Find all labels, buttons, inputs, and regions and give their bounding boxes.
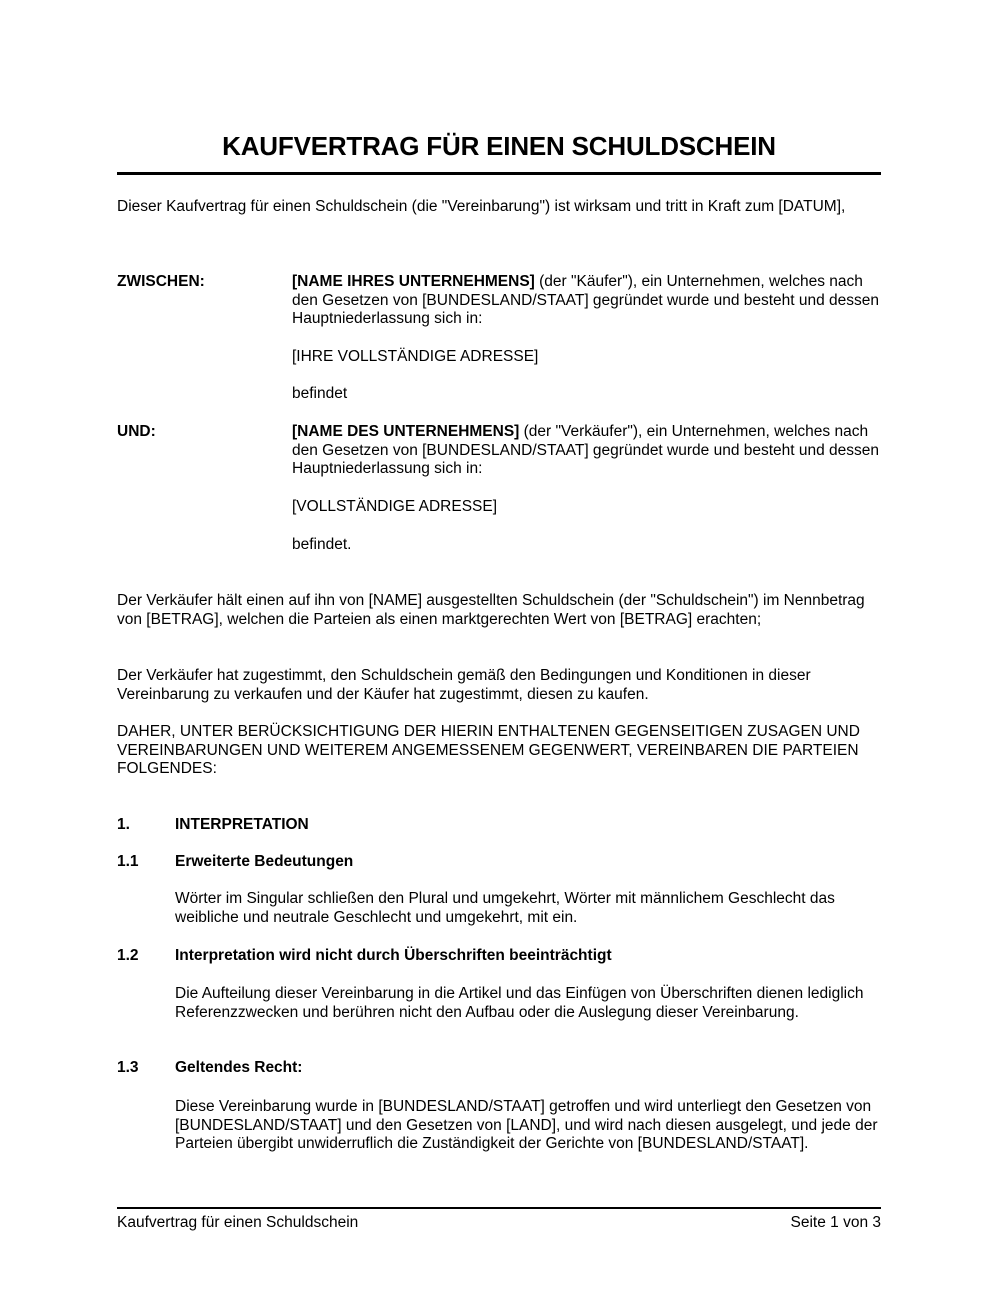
party-closing-buyer: befindet [292, 385, 348, 402]
party-name-buyer: [NAME IHRES UNTERNEHMENS] [292, 273, 535, 290]
subsection-title: Interpretation wird nicht durch Überschriften beeinträchtigt [175, 947, 612, 964]
party-label-buyer: ZWISCHEN: [117, 273, 205, 290]
section-number: 1. [117, 816, 130, 833]
subsection-body: Diese Vereinbarung wurde in [BUNDESLAND/STAAT] getroffen und wird unterliegt den Gesetzen von [BUNDESLAND/STAAT] und den Gesetzen von [LAND], und wird nach diesen ausgelegt, und jede der Parteien übergibt unwiderruflich die Zuständigkeit der Gerichte von [BUNDESLAND/STAAT]. [175, 1098, 878, 1152]
party-description-buyer [292, 273, 882, 329]
subsection-body: Wörter im Singular schließen den Plural und umgekehrt, Wörter mit männlichem Geschlecht das weibliche und neutrale Geschlecht und umgekehrt, mit ein. [175, 890, 835, 926]
section-title: INTERPRETATION [175, 816, 309, 833]
party-address-seller: [VOLLSTÄNDIGE ADRESSE] [292, 498, 498, 515]
recital-paragraph: DAHER, UNTER BERÜCKSICHTIGUNG DER HIERIN ENTHALTENEN GEGENSEITIGEN ZUSAGEN UND VEREINBARUNGEN UND WEITEREM ANGEMESSENEM GEGENWERT, VEREINBAREN DIE PARTEIEN FOLGENDES: [117, 723, 860, 777]
party-closing-seller: befindet. [292, 536, 352, 553]
subsection-title: Geltendes Recht: [175, 1059, 303, 1076]
party-block-seller [292, 423, 882, 479]
party-label-seller: UND: [117, 423, 156, 440]
party-address-buyer: [IHRE VOLLSTÄNDIGE ADRESSE] [292, 348, 539, 365]
subsection-body: Die Aufteilung dieser Vereinbarung in die Artikel und das Einfügen von Überschriften dienen lediglich Referenzzwecken und berühren nicht den Aufbau oder die Auslegung dieser Vereinbarung. [175, 985, 864, 1021]
footer-page-number: Seite 1 von 3 [790, 1214, 881, 1231]
recital-paragraph: Der Verkäufer hat zugestimmt, den Schuldschein gemäß den Bedingungen und Konditionen in dieser Vereinbarung zu verkaufen und der Käufer hat zugestimmt, diesen zu kaufen. [117, 667, 811, 703]
party-description-seller [292, 423, 882, 479]
footer-document-name: Kaufvertrag für einen Schuldschein [117, 1214, 359, 1231]
intro-paragraph: Dieser Kaufvertrag für einen Schuldschein (die "Vereinbarung") ist wirksam und tritt in Kraft zum [DATUM], [117, 198, 846, 215]
subsection-title: Erweiterte Bedeutungen [175, 853, 354, 870]
party-description-text: (der "Verkäufer"), ein Unternehmen, welches nach den Gesetzen von [BUNDESLAND/STAAT] gegründet wurde und besteht und dessen Hauptniederlassung sich in: [292, 423, 880, 477]
subsection-number: 1.1 [117, 853, 139, 870]
title-divider [117, 172, 881, 175]
party-description-text: (der "Käufer"), ein Unternehmen, welches nach den Gesetzen von [BUNDESLAND/STAAT] gegründet wurde und besteht und dessen Hauptniederlassung sich in: [292, 273, 880, 327]
subsection-number: 1.2 [117, 947, 139, 964]
footer-divider [117, 1207, 881, 1209]
subsection-number: 1.3 [117, 1059, 139, 1076]
party-name-seller: [NAME DES UNTERNEHMENS] [292, 423, 520, 440]
recital-paragraph: Der Verkäufer hält einen auf ihn von [NAME] ausgestellten Schuldschein (der "Schuldschein") im Nennbetrag von [BETRAG], welchen die Parteien als einen marktgerechten Wert von [BETRAG] erachten; [117, 592, 865, 628]
document-title: KAUFVERTRAG FÜR EINEN SCHULDSCHEIN [222, 131, 776, 161]
party-block-buyer [292, 273, 882, 329]
